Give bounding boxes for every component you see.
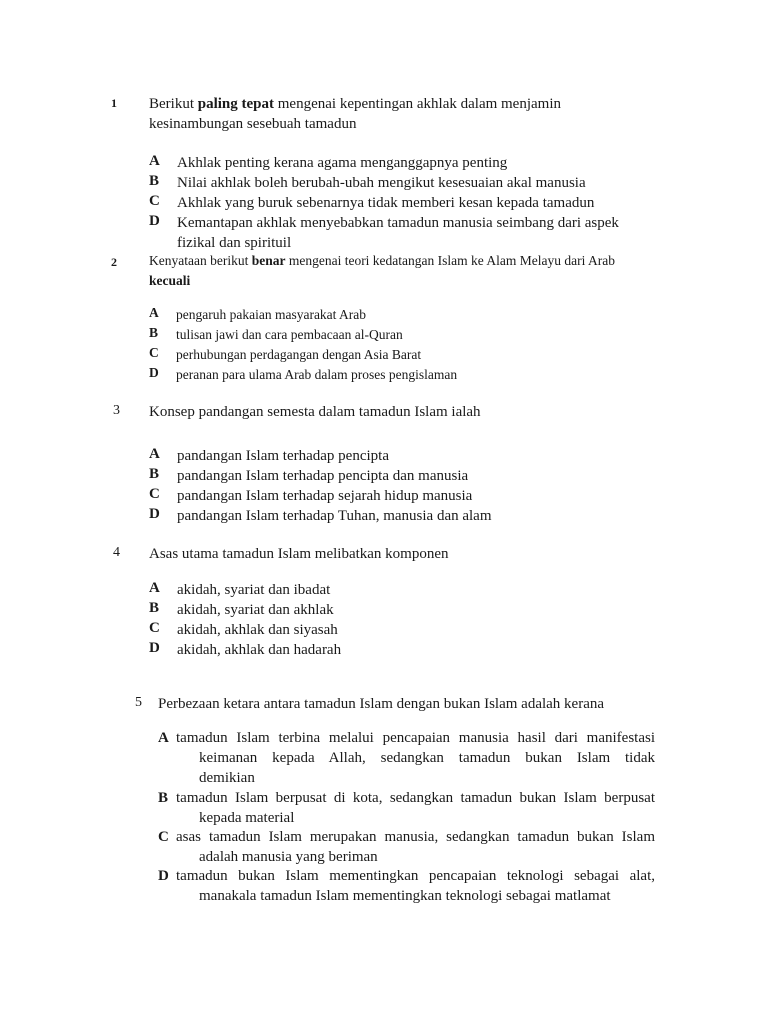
question-3-option-c-text: pandangan Islam terhadap sejarah hidup manusia bbox=[177, 488, 473, 504]
question-4-number: 4 bbox=[113, 545, 120, 560]
question-1-number: 1 bbox=[111, 96, 117, 110]
question-3-option-d-text: pandangan Islam terhadap Tuhan, manusia dan alam bbox=[177, 508, 492, 524]
question-3-option-a-text: pandangan Islam terhadap pencipta bbox=[177, 448, 389, 464]
question-2-stem-post: mengenai teori kedatangan Islam ke Alam Melayu dari Arab bbox=[285, 253, 615, 268]
question-3-option-a-letter: A bbox=[149, 446, 160, 462]
question-2-option-d-text: peranan para ulama Arab dalam proses pengislaman bbox=[176, 367, 458, 382]
question-2-option-c-letter: C bbox=[149, 345, 159, 360]
question-3-option-d-letter: D bbox=[149, 506, 160, 522]
question-5-option-a-line1: tamadun Islam terbina melalui pencapaian manusia hasil dari manifestasi bbox=[176, 730, 655, 746]
question-4-option-a-letter: A bbox=[149, 580, 160, 596]
question-1-option-d-letter: D bbox=[149, 213, 160, 229]
question-5-option-a bbox=[158, 728, 655, 788]
question-2-option-a-letter: A bbox=[149, 305, 159, 320]
question-5-option-b-letter: B bbox=[158, 790, 169, 806]
question-2-number: 2 bbox=[111, 255, 117, 269]
question-4-option-d-letter: D bbox=[149, 640, 160, 656]
question-5-option-a-line2: keimanan kepada Allah, sedangkan tamadun bukan Islam tidak bbox=[199, 750, 655, 766]
question-1-stem-bold: paling tepat bbox=[197, 96, 275, 112]
question-5-option-c bbox=[158, 827, 655, 867]
question-3-option-b-text: pandangan Islam terhadap pencipta dan manusia bbox=[177, 468, 469, 484]
question-1-option-d-text: Kemantapan akhlak menyebabkan tamadun manusia seimbang dari aspek bbox=[177, 215, 619, 231]
question-4-option-a-text: akidah, syariat dan ibadat bbox=[177, 582, 331, 598]
question-2-stem bbox=[149, 251, 615, 271]
question-3-option-c-letter: C bbox=[149, 486, 160, 502]
question-5-option-d-line2: manakala tamadun Islam mementingkan teknologi sebagai matlamat bbox=[199, 888, 611, 904]
question-1-option-a-letter: A bbox=[149, 153, 160, 169]
question-1-stem bbox=[149, 94, 561, 114]
question-5-option-d bbox=[158, 866, 655, 906]
question-3-number: 3 bbox=[113, 403, 120, 418]
question-4-option-b-text: akidah, syariat dan akhlak bbox=[177, 602, 334, 618]
question-2-stem-pre: Kenyataan berikut bbox=[149, 253, 252, 268]
question-5-option-c-letter: C bbox=[158, 829, 169, 845]
question-2-stem-bold: benar bbox=[251, 253, 286, 268]
question-1-stem-line2: kesinambungan sesebuah tamadun bbox=[149, 116, 357, 132]
question-2-option-b-text: tulisan jawi dan cara pembacaan al-Quran bbox=[176, 327, 403, 342]
question-5-option-d-line1: tamadun bukan Islam mementingkan pencapaian teknologi sebagai alat, bbox=[176, 868, 655, 884]
question-5-option-b bbox=[158, 788, 655, 828]
question-2-option-c-text: perhubungan perdagangan dengan Asia Barat bbox=[176, 347, 422, 362]
question-3-stem: Konsep pandangan semesta dalam tamadun Islam ialah bbox=[149, 404, 481, 420]
question-2-option-d-letter: D bbox=[149, 365, 159, 380]
question-1-stem-post: mengenai kepentingan akhlak dalam menjamin bbox=[274, 96, 562, 112]
question-4-stem: Asas utama tamadun Islam melibatkan komponen bbox=[149, 546, 449, 562]
question-4-option-c-letter: C bbox=[149, 620, 160, 636]
question-5-option-b-line2: kepada material bbox=[199, 810, 295, 826]
question-2-stem-line2: kecuali bbox=[149, 273, 191, 288]
question-5-number: 5 bbox=[135, 695, 142, 710]
question-5-option-d-letter: D bbox=[158, 868, 169, 884]
question-5-option-c-line1: asas tamadun Islam merupakan manusia, sedangkan tamadun bukan Islam bbox=[176, 829, 655, 845]
question-3-option-b-letter: B bbox=[149, 466, 160, 482]
question-4-option-d-text: akidah, akhlak dan hadarah bbox=[177, 642, 342, 658]
question-5-option-b-line1: tamadun Islam berpusat di kota, sedangkan tamadun bukan Islam berpusat bbox=[176, 790, 655, 806]
question-1-option-a-text: Akhlak penting kerana agama menganggapnya penting bbox=[177, 155, 508, 171]
question-5-stem: Perbezaan ketara antara tamadun Islam dengan bukan Islam adalah kerana bbox=[158, 696, 605, 712]
question-1-stem-pre: Berikut bbox=[149, 96, 198, 112]
question-2-option-b-letter: B bbox=[149, 325, 159, 340]
question-5-option-a-line3: demikian bbox=[199, 770, 255, 786]
question-2-option-a-text: pengaruh pakaian masyarakat Arab bbox=[176, 307, 367, 322]
question-1-option-b-letter: B bbox=[149, 173, 160, 189]
question-5-option-c-line2: adalah manusia yang beriman bbox=[199, 849, 378, 865]
question-1-option-b-text: Nilai akhlak boleh berubah-ubah mengikut kesesuaian akal manusia bbox=[177, 175, 586, 191]
question-1-option-d-text-line2: fizikal dan spirituil bbox=[177, 235, 292, 251]
question-5-option-a-letter: A bbox=[158, 730, 169, 746]
question-1-option-c-letter: C bbox=[149, 193, 160, 209]
question-4-option-c-text: akidah, akhlak dan siyasah bbox=[177, 622, 338, 638]
question-4-option-b-letter: B bbox=[149, 600, 160, 616]
question-1-option-c-text: Akhlak yang buruk sebenarnya tidak memberi kesan kepada tamadun bbox=[177, 195, 595, 211]
